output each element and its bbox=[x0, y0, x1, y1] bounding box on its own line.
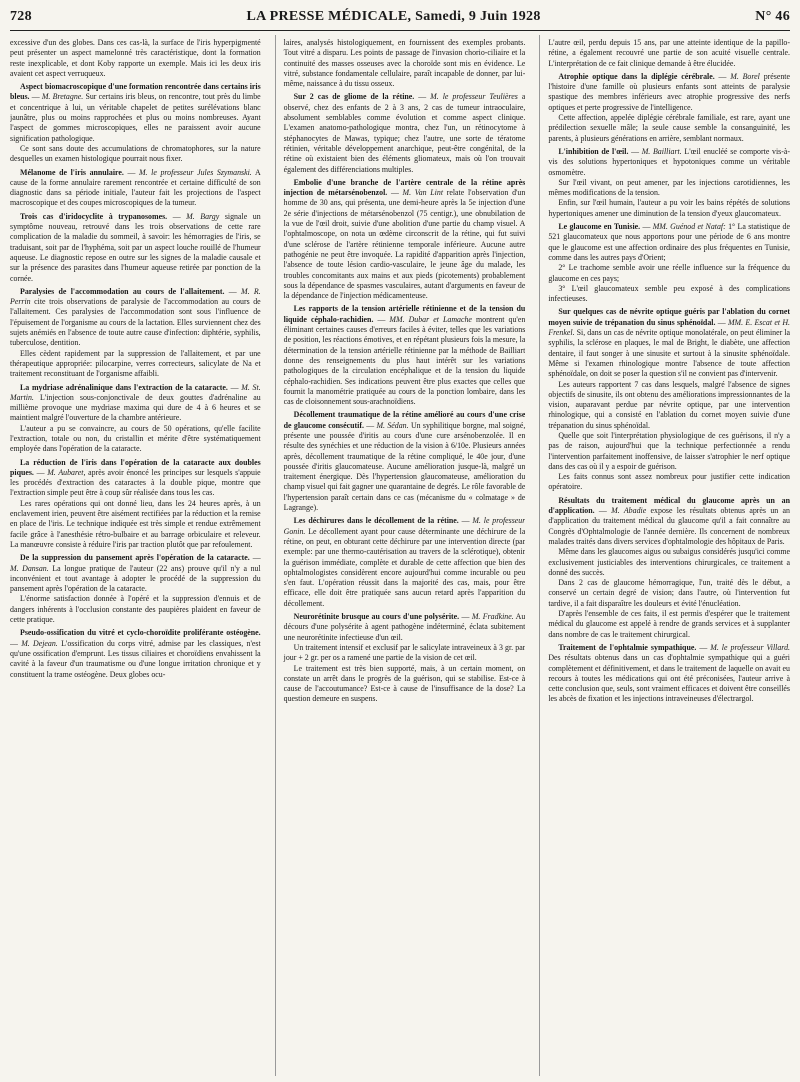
article-paragraph bbox=[548, 472, 790, 493]
journal-title: LA PRESSE MÉDICALE, Samedi, 9 Juin 1928 bbox=[246, 9, 541, 24]
article-author: MM. Dubar et Lamache bbox=[389, 314, 472, 324]
article-paragraph: Sur quelques cas de névrite optique guéris par l'ablation du cornet moyen suivie de trépanation du sinus sphénoïdal. — MM. E. Escat et H. Frenkel. Si, dans un cas de névrite optique monolatérale, on peut éliminer la syphilis, la sclérose en plaques, le mal de Bright, le diabète, une affection dentaire, il faut songer à une sinusite et surtout à la sinusite sphénoïdale. Même si l'examen rhinologique montre l'absence de toute affection sphénoïdale, on doit se poser la question s'il ne convient pas d'intervenir. bbox=[548, 307, 790, 379]
article-headline: L'inhibition de l'œil. bbox=[558, 146, 629, 156]
article-paragraph: Les déchirures dans le décollement de la rétine. — M. le professeur Gonin. Le décollement ayant pour cause déterminante une déchirure de la rétine, on peut, en obturant cette déchirure par une intervention directe (par exemple: par une thermo-cautérisation au travers de la sclérotique), obtenir la guérison immédiate, complète et durable de cette affection que bien des ophtalmologistes considèrent encore aujourd'hui comme incurable ou peu s'en faut. L'opération réussit dans la majorité des cas, mais, pour être efficace, elle doit être pratiquée sans aucun retard après l'apparition du décollement. bbox=[283, 516, 526, 608]
article-headline: Sur 2 cas de gliome de la rétine. bbox=[293, 92, 415, 102]
article-paragraph: Trois cas d'iridocyclite à trypanosomes. — M. Bargy signale un symptôme nouveau, retrouvé dans les trois observations de cette rare complication de la maladie du sommeil, à savoir: les hémorragies de l'iris, se traduisant, soit par de l'hyphéma, soit par un aspect louche rouillé de l'humeur aqueuse. Le diagnostic repose en outre sur les signes de la maladie causale et sur la présence des parasites dans l'humeur aqueuse retirée par ponction de la cornée. bbox=[10, 211, 261, 283]
article-paragraph: De la suppression du pansement après l'opération de la cataracte. — M. Dansan. La longue pratique de l'auteur (22 ans) prouve qu'il n'y a nul inconvénient et tout avantage à adopter le procédé de la suppression du pansement après l'opération de la cataracte. bbox=[10, 553, 261, 594]
article-paragraph bbox=[548, 431, 790, 472]
article bbox=[10, 287, 261, 380]
article-paragraph bbox=[548, 38, 790, 69]
article-headline: Sur quelques cas de névrite optique guéris par l'ablation du cornet moyen suivie de trépanation du sinus sphénoïdal. bbox=[548, 307, 790, 327]
article-headline: Neurorétinite brusque au cours d'une polysérite. bbox=[293, 612, 460, 622]
article-author: M. Dansan. bbox=[10, 563, 49, 573]
paragraph-text: Enfin, sur l'œil humain, l'auteur a pu voir les bains répétés de solutions hypertoniques amener une diminution de la tension d'yeux glaucomateux. bbox=[548, 198, 790, 218]
article bbox=[548, 72, 790, 144]
article-paragraph bbox=[10, 144, 261, 165]
paragraph-text: montrent qu'en éliminant certaines causes d'erreurs faciles à éviter, telles que les variations de position, les réactions émotives, et en répétant plusieurs fois la mesure, la détermination de la tension artérielle rétinienne par la méthode de Bailliart donne des renseignements du plus haut intérêt sur les variations pathologiques de la circulation encéphalique et de la tension du liquide céphalo-rachidien. Ses indications peuvent être plus exactes que celles que fournit la manométrie pratiquée au cours de la ponction lombaire, dans les cas de cloisonnement sous-arachnoïdiens. bbox=[283, 314, 526, 407]
article bbox=[10, 458, 261, 551]
paragraph-text: Dans 2 cas de glaucome hémorragique, l'un, traité dès le début, a conservé un certain degré de vision; dans l'autre, où l'intervention fut tardive, il a fait disparaître les douleurs et évité l'énucléation. bbox=[548, 578, 790, 608]
paragraph-text: Les rares opérations qui ont donné lieu, dans les 24 heures après, à un enclavement irien, peuvent être aisément rectifiées par la réduction et la remise en place de l'iris. Le technique indiquée est très simple et rendue extrêmement facile grâce à l'anesthésie rétro-bulbaire et au barrage orbiculaire et releveur. La manœuvre consiste à réduire l'iris par traction plutôt que par refoulement. bbox=[10, 498, 261, 549]
paragraph-text: Même dans les glaucomes aigus ou subaigus considérés jusqu'ici comme exclusivement justiciables des interventions chirurgicales, ce traitement a donné des succès. bbox=[548, 547, 790, 577]
paragraph-text: Le traitement est très bien supporté, mais, à un certain moment, on constate un arrêt dans le progrès de la guérison, qui se stabilise. Est-ce à cause de l'accoutumance? Est-ce à cause de l'insuffisance de la dose? La question demeure en suspens. bbox=[283, 663, 526, 704]
article-author: M. Sédan. bbox=[376, 420, 409, 430]
paragraph-text: Le décollement ayant pour cause déterminante une déchirure de la rétine, on peut, en obturant cette déchirure par une intervention directe (par exemple: par une thermo-cautérisation au travers de la sclérotique), obtenir la guérison immédiate, complète et durable de cette affection que bien des ophtalmologistes considèrent encore aujourd'hui comme incurable ou peu s'en faut. L'opération réussit dans la majorité des cas, mais, pour être efficace, elle doit être pratiquée sans aucun retard après l'apparition du décollement. bbox=[283, 526, 526, 608]
article-headline: Mélanome de l'iris annulaire. bbox=[20, 167, 124, 177]
article-paragraph bbox=[548, 578, 790, 609]
article-author: MM. E. Escat et H. Frenkel. bbox=[548, 317, 790, 338]
header-rule bbox=[10, 30, 790, 31]
paragraph-text: Sur certains iris bleus, on rencontre, tout près du limbe et concentrique à lui, un véritable chapelet de petites surélévations blanc jaunâtre, plus ou moins rapprochées et plus ou moins nombreuses. Ayant l'aspect de gommes microscopiques, elles ne paraissent avoir aucune signification pathologique. bbox=[10, 92, 261, 143]
article-headline: Pseudo-ossification du vitré et cyclo-choroïdite proliférante ostéogène. bbox=[20, 628, 261, 638]
paragraph-text: cite trois observations de paralysie de l'accommodation au cours de l'allaitement. Ces paralysies de l'accommodation sont sous l'influence de l'épuisement de l'organisme au cours de la lactation. Elles surviennent chez des sujets anémiés en l'absence de toute autre cause d'infection: diphtérie, syphilis, tuberculose, dentition. bbox=[10, 297, 261, 348]
article bbox=[10, 212, 261, 284]
article-paragraph bbox=[10, 594, 261, 625]
paragraph-text: L'auteur a pu se convaincre, au cours de 50 opérations, qu'elle facilite l'extraction, totale ou non, du cristallin et mérite d'être systématiquement employée dans l'opération de la cataracte. bbox=[10, 423, 261, 454]
article-author: M. Bretagne. bbox=[41, 92, 84, 102]
paragraph-text: Cette affection, appelée diplégie cérébrale familiale, est rare, ayant une prédilection sexuelle mâle; la seule cause semble la consanguinité, les parents, à plusieurs générations en arrière, semblant normaux. bbox=[548, 113, 790, 143]
article-headline: Le glaucome en Tunisie. bbox=[558, 222, 641, 232]
article-paragraph bbox=[548, 178, 790, 199]
article-paragraph: Neurorétinite brusque au cours d'une polysérite. — M. Fradkine. Au décours d'une polysérite à agent pathogène indéterminé, éclata subitement une neurorétinite infectieuse d'un œil. bbox=[283, 612, 526, 642]
column-2 bbox=[275, 35, 526, 1076]
article-headline: La réduction de l'iris dans l'opération de la cataracte aux doubles piques. bbox=[10, 457, 261, 477]
article-paragraph: Embolie d'une branche de l'artère centrale de la rétine après injection de métarsénobenzol. — M. Van Lint relate l'observation d'un homme de 30 ans, qui présenta, une demi-heure après la 5e injection d'une 2e série d'injections de métarsénobenzol (75 centigr.), une obnubilation de la vue de l'œil droit, suivie d'une abolition d'une partie du champ visuel. A l'ophtalmoscope, on nota un œdème circonscrit de la rétine, qui fut suivi d'une sclérose de l'artère rétinienne temporale inférieure. Aucune autre pathogénie ne peut être invoquée. La rapidité d'apparition après l'injection, l'absence de toute lésion cardio-vasculaire, le jeune âge du malade, les troubles concomitants aux mains et aux pieds (picotements) probablement sous la dépendance de spasmes vasculaires, autant d'arguments en faveur de la dépendance de l'injection médicamenteuse. bbox=[283, 177, 526, 301]
paragraph-text: Un syphilitique borgne, mal soigné, présente une poussée d'iritis au cours d'une cure arsénobenzolée. Il en résulte des synéchies et une réduction de la vision à 6/10e. Plusieurs années après, décollement traumatique de la rétine compliqué, le 40e jour, d'une poussée d'iritis glaucomateuse. Aucune amélioration jusque-là, malgré un traitement énergique. Dès l'hypertension glaucomateuse, amélioration du champ visuel qui fait gagner une quarantaine de degrés. Le rôle favorable de l'hypertension paraît certain dans ce cas (mécanisme du « colmatage » de Lagrange). bbox=[283, 420, 526, 513]
article-author: M. le professeur Villard. bbox=[710, 642, 790, 652]
article-headline: Les rapports de la tension artérielle rétinienne et de la tension du liquide céphalo-rachidien. bbox=[283, 304, 526, 324]
article-author: MM. Guénod et Nataf: bbox=[652, 222, 726, 232]
article bbox=[10, 168, 261, 209]
article-paragraph bbox=[10, 349, 261, 380]
article-headline: Décollement traumatique de la rétine amélioré au cours d'une crise de glaucome consécutif. bbox=[283, 410, 526, 430]
article-paragraph: L'inhibition de l'œil. — M. Bailliart. L'œil enucléé se comporte vis-à-vis des solutions hypertoniques et hypotoniques comme un véritable osmomètre. bbox=[548, 146, 790, 177]
article-paragraph: Paralysies de l'accommodation au cours de l'allaitement. — M. R. Perrin cite trois observations de paralysie de l'accommodation au cours de l'allaitement. Ces paralysies de l'accommodation sont sous l'influence de l'épuisement de l'organisme au cours de la lactation. Elles surviennent chez des sujets anémiés en l'absence de toute autre cause d'infection: diphtérie, syphilis, tuberculose, dentition. bbox=[10, 286, 261, 348]
column-3 bbox=[539, 35, 790, 1076]
paragraph-text: Des résultats obtenus dans un cas d'ophtalmie sympathique qui a guéri complètement et définitivement, et dans le traitement de laquelle on avait eu recours à toutes les médications qui ont été préconisées, l'auteur arrive à cette conclusion que, seuls, sont vraiment efficaces et doivent être conseillés les abcès de fixation et les injections intraveineuses d'électrargol. bbox=[548, 653, 790, 704]
article bbox=[284, 304, 526, 407]
paragraph-text: laires, analysés histologiquement, en fournissent des exemples probants. Tout vitré a disparu. Les points de passage de l'invasion chorio-ciliaire et la continuité des masses osseuses avec la choroïde sont mis en évidence. Le vitré, substance fondamentale cellulaire, paraît incapable de donner, par lui-même, naissance à du tissu osseux. bbox=[283, 38, 526, 89]
article-headline: Embolie d'une branche de l'artère centrale de la rétine après injection de métarsénobenzol. bbox=[283, 177, 526, 198]
article bbox=[548, 147, 790, 219]
paragraph-text: relate l'observation d'un homme de 30 ans, qui présenta, une demi-heure après la 5e injection d'une 2e série d'injections de métarsénobenzol (75 centigr.), une obnubilation de la vue de l'œil droit, suivie d'une abolition d'une partie du champ visuel. A l'ophtalmoscope, on nota un œdème circonscrit de la rétine, qui fut suivi d'une sclérose de l'artère rétinienne temporale inférieure. Aucune autre pathogénie ne peut être invoquée. La rapidité d'apparition après l'injection, l'absence de toute lésion cardio-vasculaire, le jeune âge du malade, les troubles concomitants aux mains et aux pieds (picotements) probablement sous la dépendance de spasmes vasculaires, autant d'arguments en faveur de la dépendance de l'injection médicamenteuse. bbox=[283, 188, 526, 301]
paragraph-text: après avoir énoncé les principes sur lesquels s'appuie les procédés d'extraction des cataractes à la double pique, montre que l'extraction simple peut être à coup sûr réalisée dans tous les cas. bbox=[10, 467, 261, 498]
article bbox=[10, 38, 261, 79]
page-number: 728 bbox=[10, 9, 32, 24]
masthead bbox=[10, 5, 790, 29]
article-paragraph bbox=[548, 547, 790, 578]
article bbox=[284, 92, 526, 174]
article-paragraph: La réduction de l'iris dans l'opération de la cataracte aux doubles piques. — M. Aubaret, après avoir énoncé les principes sur lesquels s'appuie les procédés d'extraction des cataractes à la double pique, montre que l'extraction simple peut être à coup sûr réalisée dans tous les cas. bbox=[10, 457, 261, 498]
article-paragraph: Le glaucome en Tunisie. — MM. Guénod et Nataf: 1° La statistique de 521 glaucomateux que nous apportons pour une période de 6 ans montre que le glaucome est une affection ordinaire des plus fréquentes en Tunisie, comme dans les autres pays d'Orient; bbox=[548, 222, 790, 262]
article-paragraph bbox=[10, 424, 261, 455]
article-paragraph bbox=[10, 38, 261, 79]
paragraph-text: Les auteurs rapportent 7 cas dans lesquels, malgré l'absence de signes objectifs de sinusite, ils ont obtenu des améliorations impressionnantes de la vision, auparavant perdue par névrite optique, par une intervention rhinologique, qui a consisté en l'ablation du cornet moyen suivie d'une trépanation du sinus sphénoïdal. bbox=[548, 379, 790, 430]
paragraph-text: excessive d'un des globes. Dans ces cas-là, la surface de l'iris hyperpigmenté peut présenter un aspect mamelonné très caractéristique, dont la formation reste inexplicable, et dont Koby rapporte un exemple. Mais ici les deux iris avaient cet aspect verruqueux. bbox=[10, 38, 261, 78]
article bbox=[284, 178, 526, 302]
paragraph-text: L'œil enucléé se comporte vis-à-vis des solutions hypertoniques et hypotoniques comme un véritable osmomètre. bbox=[548, 146, 790, 177]
article-headline: Atrophie optique dans la diplégie cérébrale. bbox=[558, 71, 715, 81]
article-paragraph bbox=[284, 643, 526, 664]
article-author: M. Fradkine. bbox=[471, 612, 514, 622]
paragraph-text: expose les résultats obtenus après un an d'application du traitement médical du glaucome qu'il a fait connaître au Congrès d'Ophtalmologie de l'année dernière. Ils concernent de nombreux malades traités dans divers services d'ophtalmologie des hôpitaux de Paris. bbox=[548, 506, 790, 546]
article-author: M. St. Martin. bbox=[10, 382, 261, 402]
paragraph-text: L'injection sous-conjonctivale de deux gouttes d'adrénaline au millième provoque une mydriase maxima qui dure de 4 à 6 heures et se maintient malgré l'ouverture de la chambre antérieure. bbox=[10, 392, 261, 423]
article-author: M. Van Lint bbox=[402, 188, 444, 198]
paragraph-text: Un traitement intensif et exclusif par le salicylate intraveineux à 3 gr. par jour + 2 gr. per os a ramené une partie de la vision de cet œil. bbox=[283, 642, 526, 663]
article-paragraph: Résultats du traitement médical du glaucome après un an d'application. — M. Abadie expose les résultats obtenus après un an d'application du traitement médical du glaucome qu'il a fait connaître au Congrès d'Ophtalmologie de l'année dernière. Ils concernent de nombreux malades traités dans divers services d'ophtalmologie des hôpitaux de Paris. bbox=[548, 495, 790, 546]
article-paragraph bbox=[548, 198, 790, 219]
paragraph-text: D'après l'ensemble de ces faits, il est permis d'espérer que le traitement médical du glaucome est appelé à rendre de grands services et à supplanter dans nombre de cas le traitement chirurgical. bbox=[548, 609, 790, 639]
paragraph-text: signale un symptôme nouveau, retrouvé dans les trois observations de cette rare complication de la maladie du sommeil, à savoir: les hémorragies de l'iris, se traduisant, soit par de l'hyphéma, soit par un aspect louche rouillé de l'humeur aqueuse. Le diagnostic repose en outre sur les signes de la maladie causale et sur la présence des parasites dans l'humeur aqueuse retirée par ponction de la cornée. bbox=[10, 211, 261, 283]
article-paragraph bbox=[10, 499, 261, 550]
article-paragraph bbox=[548, 380, 790, 431]
article-author: M. Bargy bbox=[186, 211, 220, 221]
paragraph-text: Si, dans un cas de névrite optique monolatérale, on peut éliminer la syphilis, la sclérose en plaques, le mal de Bright, le diabète, une affection dentaire, il faut songer à une sinusite et surtout à la sinusite sphénoïdale. Même si l'examen rhinologique montre l'absence de toute affection sphénoïdale, on doit se poser la question s'il ne convient pas d'intervenir. bbox=[548, 328, 790, 379]
paragraph-text: Elles cèdent rapidement par la suppression de l'allaitement, et par une thérapeutique appropriée: pilocarpine, verres correcteurs, salicylate de Na et traitement reconstituant de l'organisme affaibli. bbox=[10, 348, 261, 379]
article bbox=[284, 612, 526, 705]
article-headline: De la suppression du pansement après l'opération de la cataracte. bbox=[20, 553, 250, 563]
article-paragraph: Les rapports de la tension artérielle rétinienne et de la tension du liquide céphalo-rachidien. — MM. Dubar et Lamache montrent qu'en éliminant certaines causes d'erreurs faciles à éviter, telles que les variations de position, les réactions émotives, et en répétant plusieurs fois la mesure, la détermination de la tension artérielle rétinienne par la méthode de Bailliart donne des renseignements du plus haut intérêt sur les variations pathologiques de la circulation encéphalique et de la tension du liquide céphalo-rachidien. Ses indications peuvent être plus exactes que celles que fournit la manométrie pratiquée au cours de la ponction lombaire, dans les cas de cloisonnement sous-arachnoïdiens. bbox=[283, 304, 526, 407]
article bbox=[548, 307, 790, 492]
article-paragraph bbox=[548, 263, 790, 284]
paragraph-text: La longue pratique de l'auteur (22 ans) prouve qu'il n'y a nul inconvénient et tout avantage à adopter le procédé de la suppression du pansement après l'opération de la cataracte. bbox=[10, 563, 261, 594]
issue-number: N° 46 bbox=[755, 9, 790, 24]
article-headline: La mydriase adrénalinique dans l'extraction de la cataracte. bbox=[20, 382, 228, 392]
article-paragraph: Mélanome de l'iris annulaire. — M. le professeur Jules Szymanski. A cause de la forme annulaire rarement rencontrée et certaine difficulté de son diagnostic dans sa période initiale, l'auteur fait les projections de l'aspect macroscopique et des coupes microscopiques de la tumeur. bbox=[10, 167, 261, 208]
article-headline: Les déchirures dans le décollement de la rétine. bbox=[293, 516, 459, 526]
article bbox=[284, 38, 526, 89]
article bbox=[10, 553, 261, 625]
article bbox=[548, 496, 790, 640]
paragraph-text: Au décours d'une polysérite à agent pathogène indéterminé, éclata subitement une neurorétinite infectieuse d'un œil. bbox=[283, 612, 526, 642]
article-paragraph bbox=[548, 113, 790, 144]
paragraph-text: Les faits connus sont assez nombreux pour justifier cette indication opératoire. bbox=[548, 472, 790, 492]
column-1 bbox=[10, 35, 261, 1076]
article bbox=[10, 82, 261, 164]
article-headline: Trois cas d'iridocyclite à trypanosomes. bbox=[20, 211, 168, 221]
paragraph-text: 1° La statistique de 521 glaucomateux que nous apportons pour une période de 6 ans montre que le glaucome est une affection ordinaire des plus fréquentes en Tunisie, comme dans les autres pays d'Orient; bbox=[548, 222, 790, 262]
article-headline: Traitement de l'ophtalmie sympathique. bbox=[558, 642, 697, 652]
article-paragraph: Pseudo-ossification du vitré et cyclo-choroïdite proliférante ostéogène. — M. Dejean. L'ossification du corps vitré, admise par les classiques, n'est qu'une ossification d'emprunt. Les tissus ciliaires et choroïdiens envahissent la cavité à la faveur d'un traumatisme ou d'une longue irritation chronique et y constituent la trame ostéogène. Deux globes ocu- bbox=[10, 628, 261, 679]
article bbox=[10, 628, 261, 679]
article-paragraph: Décollement traumatique de la rétine amélioré au cours d'une crise de glaucome consécutif. — M. Sédan. Un syphilitique borgne, mal soigné, présente une poussée d'iritis au cours d'une cure arsénobenzolée. Il en résulte des synéchies et une réduction de la vision à 6/10e. Plusieurs années après, décollement traumatique de la rétine compliqué, le 40e jour, d'une poussée d'iritis glaucomateuse. Aucune amélioration jusque-là, malgré un traitement énergique. Dès l'hypertension glaucomateuse, amélioration du champ visuel qui fait gagner une quarantaine de degrés. Le rôle favorable de l'hypertension paraît certain dans ce cas (mécanisme du « colmatage » de Lagrange). bbox=[283, 410, 526, 513]
article-paragraph bbox=[284, 38, 526, 89]
article-author: M. Bailliart. bbox=[641, 146, 682, 156]
article-author: M. Abadie bbox=[611, 506, 647, 516]
article-paragraph: Traitement de l'ophtalmie sympathique. — M. le professeur Villard. Des résultats obtenus dans un cas d'ophtalmie sympathique qui a guéri complètement et définitivement, et dans le traitement de laquelle on avait eu recours à toutes les médications qui ont été préconisées, l'auteur arrive à cette conclusion que, seuls, sont vraiment efficaces et doivent être conseillés les abcès de fixation et les injections intraveineuses d'électrargol. bbox=[548, 642, 790, 704]
article-author: M. le professeur Gonin. bbox=[283, 516, 526, 536]
article-paragraph bbox=[548, 284, 790, 305]
paragraph-text: a observé, chez des enfants de 2 à 3 ans, 2 cas de tumeur intraoculaire, absolument semblables comme évolution et comme aspect clinique. L'examen anatomo-pathologique montra, chez l'un, un rétinocytome à stéphanocytes de Mawas, typique; chez l'autre, une sorte de tératome rétinien, véritable développement anarchique, peut-être congénital, de la rétine où existaient bien des éléments gliomateux, mais où l'on trouvait également des différenciations multiples. bbox=[283, 92, 526, 174]
paragraph-text: Sur l'œil vivant, on peut amener, par les injections carotidiennes, les mêmes modifications de la tension. bbox=[548, 177, 790, 198]
paragraph-text: Quelle que soit l'interprétation physiologique de ces guérisons, il n'y a pas de raison, aujourd'hui que la technique perfectionnée a rendu l'intervention parfaitement inoffensive, de laisser s'atrophier le nerf optique dans des cas où il y a espoir de guérison. bbox=[548, 430, 790, 471]
article-paragraph bbox=[548, 609, 790, 640]
article bbox=[284, 516, 526, 609]
paragraph-text: Ce sont sans doute des accumulations de chromatophores, sur la nature desquelles un examen histologique pourrait nous fixer. bbox=[10, 143, 261, 164]
article bbox=[10, 383, 261, 455]
paragraph-text: A cause de la forme annulaire rarement rencontrée et certaine difficulté de son diagnostic dans sa période initiale, l'auteur fait les projections de l'aspect macroscopique et des coupes microscopiques de la tumeur. bbox=[10, 167, 261, 208]
article-paragraph: Atrophie optique dans la diplégie cérébrale. — M. Borel présente l'histoire d'une famille où plusieurs enfants sont atteints de paralysie spastique des membres inférieurs avec atrophie progressive des nerfs optiques et perte progressive de l'intelligence. bbox=[548, 71, 790, 112]
paragraph-text: présente l'histoire d'une famille où plusieurs enfants sont atteints de paralysie spastique des membres inférieurs avec atrophie progressive des nerfs optiques et perte progressive de l'intelligence. bbox=[548, 71, 790, 112]
article-author: M. Dejean. bbox=[21, 638, 58, 648]
article-headline: Aspect biomacroscopique d'une formation rencontrée dans certains iris bleus. bbox=[10, 82, 261, 102]
article-paragraph: Aspect biomacroscopique d'une formation rencontrée dans certains iris bleus. — M. Bretagne. Sur certains iris bleus, on rencontre, tout près du limbe et concentrique à lui, un véritable chapelet de petites surélévations blanc jaunâtre, plus ou moins rapprochées et plus ou moins nombreuses. Ayant l'aspect de gommes microscopiques, elles ne paraissent avoir aucune signification pathologique. bbox=[10, 82, 261, 143]
article-paragraph bbox=[284, 664, 526, 705]
article-author: M. Aubaret, bbox=[47, 467, 86, 477]
columns bbox=[10, 35, 790, 1076]
article-paragraph: La mydriase adrénalinique dans l'extraction de la cataracte. — M. St. Martin. L'injection sous-conjonctivale de deux gouttes d'adrénaline au millième provoque une mydriase maxima qui dure de 4 à 6 heures et se maintient malgré l'ouverture de la chambre antérieure. bbox=[10, 382, 261, 423]
paragraph-text: L'ossification du corps vitré, admise par les classiques, n'est qu'une ossification d'emprunt. Les tissus ciliaires et choroïdiens envahissent la cavité à la faveur d'un traumatisme ou d'une longue irritation chronique et y constituent la trame ostéogène. Deux globes ocu- bbox=[10, 638, 261, 679]
paragraph-text: L'énorme satisfaction donnée à l'opéré et la suppression d'ennuis et de dangers inhérents à l'occlusion constante des paupières plaident en faveur de cette pratique. bbox=[10, 594, 261, 625]
article bbox=[548, 222, 790, 304]
article bbox=[548, 38, 790, 69]
paragraph-text: 2° Le trachome semble avoir une réelle influence sur la fréquence du glaucome en ces pays; bbox=[548, 263, 790, 283]
article bbox=[548, 643, 790, 705]
paragraph-text: 3° L'œil glaucomateux semble peu exposé à des complications infectieuses. bbox=[548, 283, 790, 304]
article-paragraph: Sur 2 cas de gliome de la rétine. — M. le professeur Teulières a observé, chez des enfants de 2 à 3 ans, 2 cas de tumeur intraoculaire, absolument semblables comme évolution et comme aspect clinique. L'examen anatomo-pathologique montra, chez l'un, un rétinocytome à stéphanocytes de Mawas, typique; chez l'autre, une sorte de tératome rétinien, véritable développement anarchique, peut-être congénital, de la rétine où existaient bien des éléments gliomateux, mais où l'on trouvait également des différenciations multiples. bbox=[283, 92, 526, 174]
article-author: M. le professeur Jules Szymanski. bbox=[138, 167, 252, 177]
article-author: M. R. Perrin bbox=[10, 286, 261, 307]
article-author: M. le professeur Teulières bbox=[430, 92, 518, 102]
article bbox=[284, 410, 526, 513]
paragraph-text: L'autre œil, perdu depuis 15 ans, par une atteinte identique de la papillo-rétine, a également recouvré une partie de son acuité visuelle centrale. L'interprétation de ce fait clinique demande à être élucidée. bbox=[548, 38, 790, 68]
article-headline: Résultats du traitement médical du glaucome après un an d'application. bbox=[548, 495, 790, 516]
article-author: M. Borel bbox=[730, 71, 760, 81]
article-headline: Paralysies de l'accommodation au cours de l'allaitement. bbox=[20, 286, 225, 296]
